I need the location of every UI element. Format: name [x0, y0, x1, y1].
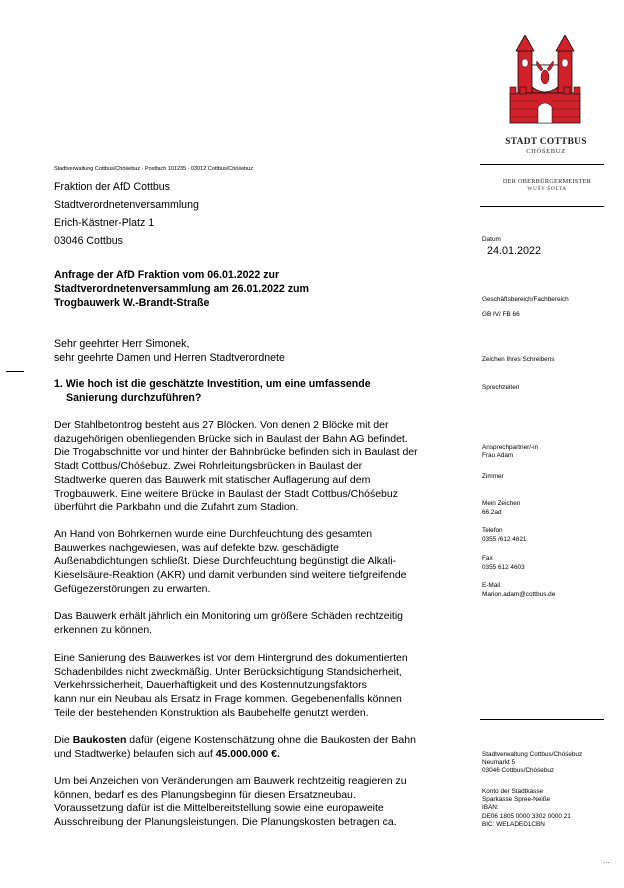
- fold-mark: [6, 371, 24, 372]
- text-line: Gefügezerstörungen zu erwarten.: [54, 582, 211, 595]
- text-line: dazugehörigen obenliegenden Brücke sich in Baulast der Bahn AG befindet.: [54, 432, 408, 445]
- address-line: 03046 Cottbus/Chóśebuz: [482, 767, 555, 775]
- recipient-line: Fraktion der AfD Cottbus: [54, 181, 170, 193]
- email-link[interactable]: Marion.adam@cottbus.de: [482, 591, 556, 598]
- text-line: Um bei Anzeichen von Veränderungen am Bauwerk rechtzeitig reagieren zu: [54, 775, 407, 787]
- bank-details: [482, 788, 571, 829]
- text-line: An Hand von Bohrkernen wurde eine Durchfeuchtung des gesamten: [54, 528, 373, 540]
- text-line: Verkehrssicherheit, Dauerhaftigkeit und des Kostennutzungsfaktors: [54, 679, 367, 692]
- bank-line: IBAN:: [482, 804, 499, 812]
- paragraph-5: [54, 734, 472, 761]
- text-line: Teile der bestehenden Konstruktion als Baubehelfe genutzt werden.: [54, 706, 369, 719]
- text-line: Außenabdichtungen schließt. Diese Durchfeuchtung begünstigt die Alkali-: [54, 555, 397, 568]
- phone-label: Telefon: [482, 527, 503, 534]
- salutation-line: sehr geehrte Damen und Herren Stadtverordnete: [54, 352, 285, 364]
- text-line: Stadt Cottbus/Chóśebuz. Zwei Rohrleitungsbrücken in Baulast der: [54, 460, 363, 473]
- coat-of-arms-logo: [502, 35, 588, 126]
- text-line: Bauwerkes nachgewiesen, was auf defekte bzw. geschädigte: [54, 541, 339, 554]
- paragraph-6: [54, 775, 472, 830]
- bank-line: Konto der Stadtkasse: [482, 788, 544, 795]
- text-line: Ausschreibung der Planungsleistungen. Die Planungskosten betragen ca.: [54, 816, 397, 829]
- city-address: [482, 751, 582, 776]
- paragraph-3: [54, 610, 472, 637]
- text-line: Der Stahlbetontrog besteht aus 27 Blöcken. Von denen 2 Blöcke mit der: [54, 419, 389, 431]
- my-reference-value: 66.2ad: [482, 509, 502, 516]
- bank-line: DE06 1805 0000 3302 0000 21: [482, 812, 571, 820]
- continuation-mark: ...: [603, 856, 610, 865]
- office-title-sorbian: WUŠY ŠOLTA: [527, 186, 567, 192]
- city-name-sorbian: CHÓŚEBUZ: [526, 148, 566, 155]
- recipient-line: 03046 Cottbus: [54, 235, 123, 247]
- divider: [480, 164, 604, 165]
- address-line: Stadtverwaltung Cottbus/Chóśebuz: [482, 751, 583, 758]
- text-line: Trogbauwerk. Eine weitere Brücke in Baulast der Stadt Cottbus/Chóśebuz: [54, 487, 398, 500]
- my-reference-label: Mein Zeichen: [482, 500, 521, 507]
- subject-line: Stadtverordnetenversammlung am 26.01.2022 zum: [54, 283, 309, 295]
- recipient-line: Erich-Kästner-Platz 1: [54, 217, 155, 229]
- bank-line: Sparkasse Spree-Neiße: [482, 796, 551, 804]
- phone-value: 0355 /612 4621: [482, 536, 527, 543]
- contact-person-value: Frau Adam: [482, 452, 514, 459]
- text-line: Kieselsäure-Reaktion (AKR) und damit verbunden sind weitere tiefgreifende: [54, 569, 407, 582]
- text-line: Schadenbildes nicht zweckmäßig. Unter Berücksichtigung Standsicherheit,: [54, 665, 402, 678]
- department-label: Geschäftsbereich/Fachbereich: [482, 296, 569, 303]
- bank-line: BIC: WELADED1CBN: [482, 820, 545, 828]
- text-line: Das Bauwerk erhält jährlich ein Monitoring um größere Schäden rechtzeitig: [54, 610, 404, 622]
- recipient-line: Stadtverordnetenversammlung: [54, 199, 199, 211]
- text-line: Die Trogabschnitte vor und hinter der Bahnbrücke befinden sich in Baulast der: [54, 446, 418, 459]
- contact-person-label: Ansprechpartner/-in: [482, 444, 539, 451]
- divider: [480, 719, 604, 720]
- question-line: 1. Wie hoch ist die geschätzte Investition, um eine umfassende: [54, 378, 371, 390]
- subject-line: Trogbauwerk W.-Brandt-Straße: [54, 297, 210, 309]
- subject-line: Anfrage der AfD Fraktion vom 06.01.2022 zur: [54, 269, 280, 281]
- sender-address-line: Stadtverwaltung Cottbus/Chóśebuz · Postfach 101235 · 03012 Cottbus/Chóśebuz: [54, 166, 253, 172]
- divider: [480, 206, 604, 207]
- office-hours-label: Sprechzeiten: [482, 384, 520, 391]
- address-line: Neumarkt 5: [482, 759, 516, 767]
- text-line: und Stadtwerke) belaufen sich auf 45.000.000 €.: [54, 747, 280, 760]
- text-line: können, bedarf es des Planungsbeginn für diesen Ersatzneubau.: [54, 788, 356, 801]
- text-line: Eine Sanierung des Bauwerkes ist vor dem Hintergrund des dokumentierten: [54, 652, 408, 664]
- salutation: [54, 337, 285, 365]
- recipient-address: [54, 178, 199, 250]
- room-label: Zimmer: [482, 473, 504, 480]
- text-line: Die Baukosten dafür (eigene Kostenschätzung ohne die Baukosten der Bahn: [54, 734, 416, 746]
- text-line: überführt die Parkbahn und die Zufahrt zum Stadion.: [54, 501, 299, 514]
- paragraph-1: [54, 419, 472, 515]
- date-value: 24.01.2022: [487, 245, 542, 257]
- text-line: kann nur ein Neubau als Ersatz in Frage kommen. Gegebenenfalls können: [54, 693, 402, 706]
- fax-value: 0355 612 4603: [482, 564, 525, 571]
- salutation-line: Sehr geehrter Herr Simonek,: [54, 338, 190, 350]
- date-label: Datum: [482, 236, 501, 243]
- department-value: GB IV/ FB 66: [482, 311, 520, 318]
- office-title: DER OBERBÜRGERMEISTER: [502, 178, 592, 185]
- your-reference-label: Zeichen Ihres Schreibens: [482, 356, 555, 363]
- text-line: Stadtwerke queren das Bauwerk mit statischer Auflagerung auf dem: [54, 473, 371, 486]
- paragraph-2: [54, 528, 472, 597]
- text-line: erkennen zu können.: [54, 623, 153, 636]
- fax-label: Fax: [482, 555, 493, 562]
- question-line: Sanierung durchzuführen?: [66, 391, 202, 404]
- city-name: STADT COTTBUS: [505, 137, 587, 147]
- text-line: Voraussetzung dafür ist die Mittelbereitstellung sowie eine europaweite: [54, 802, 384, 815]
- paragraph-4: [54, 652, 472, 721]
- email-label: E-Mail: [482, 582, 501, 589]
- subject: [54, 268, 374, 310]
- question-heading: [54, 378, 434, 405]
